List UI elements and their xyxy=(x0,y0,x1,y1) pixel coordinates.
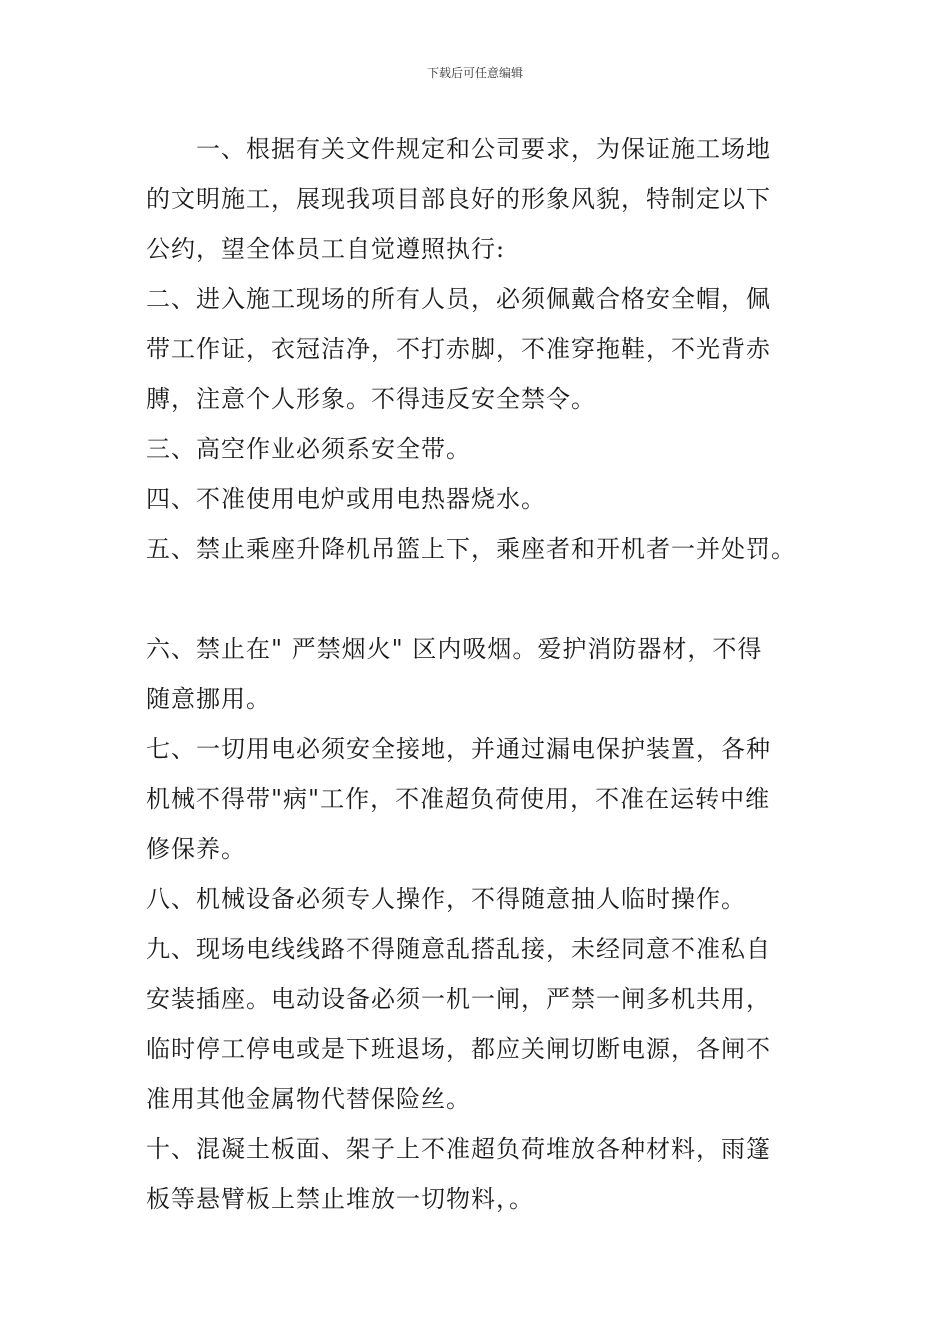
paragraph-6-line-1: 六、禁止在" 严禁烟火" 区内吸烟。爱护消防器材，不得 xyxy=(146,635,763,663)
document-body xyxy=(146,124,806,1224)
paragraph-2-line-1: 二、进入施工现场的所有人员，必须佩戴合格安全帽，佩 xyxy=(146,285,771,313)
paragraph-10-line-2: 板等悬臂板上禁止堆放一切物料，。 xyxy=(146,1185,534,1213)
paragraph-9-line-2: 安装插座。电动设备必须一机一闸，严禁一闸多机共用， xyxy=(146,985,771,1013)
paragraph-6-line-2: 随意挪用。 xyxy=(146,685,271,713)
paragraph-8-line-1: 八、机械设备必须专人操作，不得随意抽人临时操作。 xyxy=(146,885,746,913)
paragraph-3-line-1: 三、高空作业必须系安全带。 xyxy=(146,435,471,463)
paragraph-7-line-1: 七、一切用电必须安全接地，并通过漏电保护装置，各种 xyxy=(146,735,771,763)
paragraph-7-line-3: 修保养。 xyxy=(146,835,246,863)
blank-line xyxy=(146,574,806,624)
paragraph-1-line-2: 的文明施工，展现我项目部良好的形象风貌，特制定以下 xyxy=(146,185,771,213)
paragraph-9-line-1: 九、现场电线线路不得随意乱搭乱接，未经同意不准私自 xyxy=(146,935,771,963)
paragraph-9-line-4: 准用其他金属物代替保险丝。 xyxy=(146,1085,471,1113)
paragraph-7-line-2: 机械不得带"病"工作，不准超负荷使用，不准在运转中维 xyxy=(146,785,771,813)
page-header: 下载后可任意编辑 xyxy=(426,66,523,80)
paragraph-4-line-1: 四、不准使用电炉或用电热器烧水。 xyxy=(146,485,546,513)
paragraph-9-line-3: 临时停工停电或是下班退场，都应关闸切断电源，各闸不 xyxy=(146,1035,771,1063)
paragraph-1-line-1: 一、根据有关文件规定和公司要求，为保证施工场地 xyxy=(196,135,771,163)
paragraph-2-line-2: 带工作证，衣冠洁净，不打赤脚，不准穿拖鞋，不光背赤 xyxy=(146,335,771,363)
paragraph-2-line-3: 膊，注意个人形象。不得违反安全禁令。 xyxy=(146,385,596,413)
paragraph-1-line-3: 公约，望全体员工自觉遵照执行: xyxy=(146,235,506,263)
paragraph-5-line-1: 五、禁止乘座升降机吊篮上下，乘座者和开机者一并处罚。 xyxy=(146,535,796,563)
paragraph-10-line-1: 十、混凝土板面、架子上不准超负荷堆放各种材料，雨篷 xyxy=(146,1135,771,1163)
